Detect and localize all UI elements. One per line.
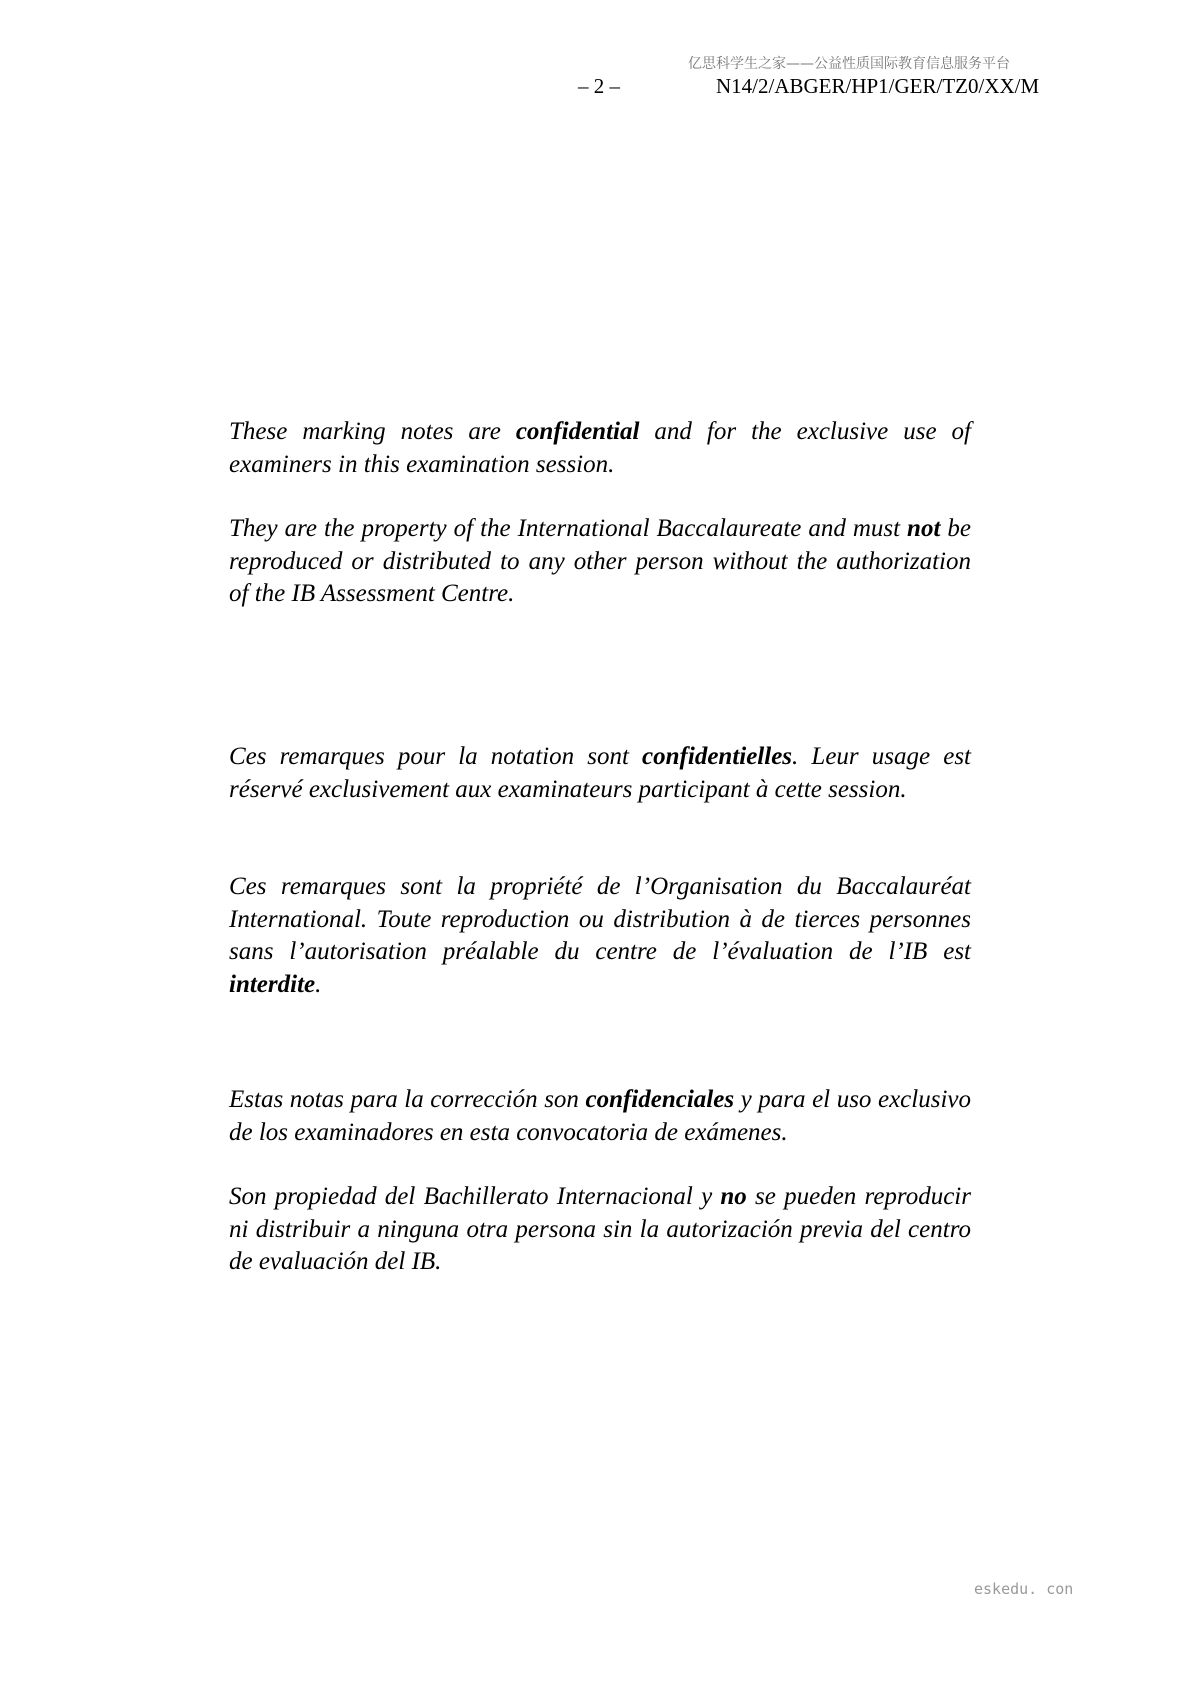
emphasis-confidential: confidential [515, 418, 640, 445]
page-number: – 2 – [578, 74, 620, 98]
english-notice [229, 416, 971, 481]
french-property-notice [229, 871, 971, 1001]
header-watermark: 亿思科学生之家——公益性质国际教育信息服务平台 [688, 56, 1010, 72]
emphasis-interdite: interdite [229, 970, 316, 998]
emphasis-not: not [907, 515, 941, 542]
emphasis-confidenciales: confidenciales [585, 1086, 735, 1113]
english-property-paragraph: They are the property of the International Baccalaureate and must not be reproduced or distributed to any other person without the authorization of the IB Assessment Centre. [229, 515, 971, 607]
spanish-property-paragraph: Son propiedad del Bachillerato Internacional y no se pueden reproducir ni distribuir a ninguna otra persona sin la autorización previa del centro de evaluación del IB. [229, 1183, 971, 1275]
french-notice [229, 741, 971, 806]
english-property-notice [229, 513, 971, 611]
emphasis-confidentielles: confidentielles [642, 743, 793, 770]
french-confidential-paragraph: Ces remarques pour la notation sont confidentielles. Leur usage est réservé exclusivement aux examinateurs participant à cette session. [229, 743, 971, 803]
document-code: N14/2/ABGER/HP1/GER/TZ0/XX/M [716, 74, 1040, 98]
footer-watermark: eskedu. con [974, 1580, 1074, 1598]
spanish-notice [229, 1084, 971, 1149]
english-confidential-paragraph: These marking notes are confidential and for the exclusive use of examiners in this examination session. [229, 418, 971, 478]
emphasis-no: no [720, 1183, 747, 1210]
french-property-paragraph: Ces remarques sont la propriété de l’Organisation du Baccalauréat International. Toute reproduction ou distribution à de tierces personnes sans l’autorisation préalable du centre de l’évaluation de l’IB est interdite. [229, 873, 971, 998]
spanish-property-notice [229, 1181, 971, 1279]
spanish-confidential-paragraph: Estas notas para la corrección son confidenciales y para el uso exclusivo de los examinadores en esta convocatoria de exámenes. [229, 1086, 971, 1146]
